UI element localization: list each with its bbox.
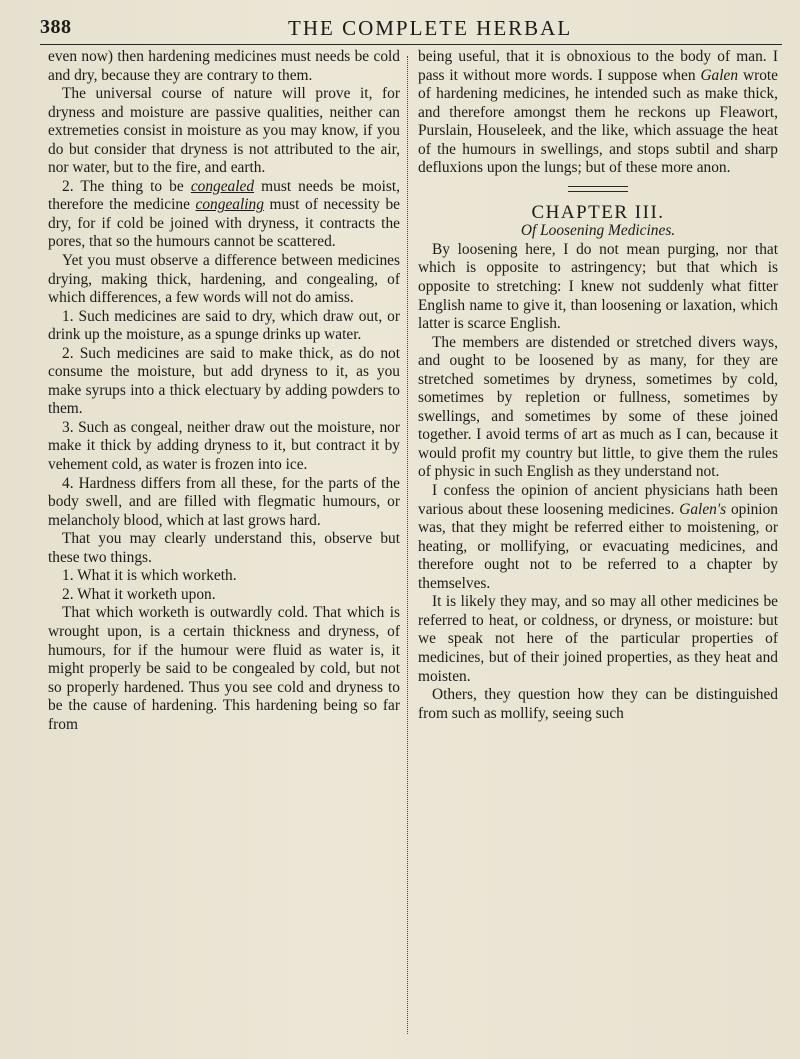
- paragraph: 2. Such medicines are said to make thick, as do not consume the moisture, but add dryness to it, as you make syrups into a thick electuary by adding powders to them.: [48, 344, 400, 418]
- paragraph: The members are distended or stretched divers ways, and ought to be loosened by as many, for they are stretched sometimes by dryness, sometimes by cold, sometimes by repletion or fullness, sometimes by swellings, and sometimes by some of these joined together. I avoid terms of art as much as I can, because it would profit my country but little, to give them the rules of physic in such English as they understand not.: [418, 333, 778, 481]
- page-header: [40, 14, 780, 44]
- paragraph-text: wrote of hardening medicines, he intended such as make thick, and therefore amongst them he reckons up Fleawort, Purslain, Houseleek, and the like, which assuage the heat of the humours in swellings, and stops subtil and sharp defluxions upon the lungs; but of these more anon.: [418, 66, 779, 177]
- paragraph-text: I confess the opinion of ancient physicians hath been various about these loosening medicines.: [418, 482, 778, 518]
- column-divider: [407, 56, 408, 1034]
- running-title: THE COMPLETE HERBAL: [288, 16, 573, 40]
- paragraph: That you may clearly understand this, observe but these two things.: [48, 530, 400, 566]
- emphasis-text: congealed: [190, 177, 255, 195]
- list-item: 1. What it is which worketh.: [62, 567, 237, 585]
- emphasis-text: congealing: [195, 196, 264, 214]
- header-rule: [40, 44, 782, 45]
- chapter-heading: CHAPTER III.: [531, 201, 665, 223]
- paragraph: 3. Such as congeal, neither draw out the moisture, nor make it thick by adding dryness to it, but contract it by vehement cold, as water is frozen into ice.: [48, 418, 400, 474]
- right-column: [418, 48, 778, 723]
- paragraph: Others, they question how they can be distinguished from such as mollify, seeing such: [418, 686, 778, 722]
- left-column: [48, 48, 400, 734]
- chapter-subtitle: Of Loosening Medicines.: [520, 222, 676, 240]
- list-item: 2. What it worketh upon.: [62, 585, 216, 603]
- paragraph: 4. Hardness differs from all these, for the parts of the body swell, and are filled with flegmatic humours, or melancholy blood, which at last grows hard.: [48, 474, 400, 529]
- paragraph: By loosening here, I do not mean purging, nor that which is opposite to astringency; but that which is opposite to stretching: I knew not suddenly what fitter English name to give it, than loosening or laxation, which latter is scarce English.: [418, 240, 778, 333]
- paragraph: [418, 48, 778, 178]
- paragraph: Yet you must observe a difference between medicines drying, making thick, hardening, and congealing, of which differences, a few words will not do amiss.: [48, 252, 400, 307]
- emphasis-text: Galen's: [679, 500, 727, 518]
- paragraph-text: 2. The thing to be: [62, 177, 191, 195]
- paragraph: [418, 482, 778, 593]
- paragraph: even now) then hardening medicines must needs be cold and dry, because they are contrary to them.: [48, 48, 400, 84]
- paragraph: [48, 178, 400, 252]
- paragraph: It is likely they may, and so may all other medicines be referred to heat, or coldness, or dryness, or moisture: but we speak not here of the particular properties of medicines, but of their joined properties, as they heat and moisten.: [418, 593, 778, 685]
- page-number: 388: [40, 16, 72, 38]
- chapter-rule: [568, 186, 628, 192]
- emphasis-text: Galen: [700, 66, 739, 84]
- paragraph: That which worketh is outwardly cold. That which is wrought upon, is a certain thickness and dryness, of humours, for if the humour were fluid as water is, it might properly be said to be congealed by cold, but not so properly hardened. Thus you see cold and dryness to be the cause of hardening. This hardening being so far from: [48, 604, 400, 733]
- paragraph-text: must of necessity be dry, for if cold be joined with dryness, it contracts the pores, that so the humours cannot be scattered.: [48, 196, 400, 251]
- paragraph-text: being useful, that it is obnoxious to the body of man. I pass it without more words. I suppose when: [418, 48, 778, 84]
- paragraph-text: opinion was, that they might be referred either to moistening, or heating, or mollifying, or evacuating medicines, and therefore ought not to be referred to a chapter by themselves.: [418, 500, 778, 592]
- paragraph: 1. Such medicines are said to dry, which draw out, or drink up the moisture, as a spunge drinks up water.: [48, 307, 400, 344]
- paragraph: The universal course of nature will prove it, for dryness and moisture are passive qualities, neither can extremeties consist in moisture as you may know, if you do but consider that dryness is not attributed to the air, nor water, but to the fire, and earth.: [48, 85, 400, 177]
- paragraph-text: must needs be moist, therefore the medicine: [48, 177, 400, 214]
